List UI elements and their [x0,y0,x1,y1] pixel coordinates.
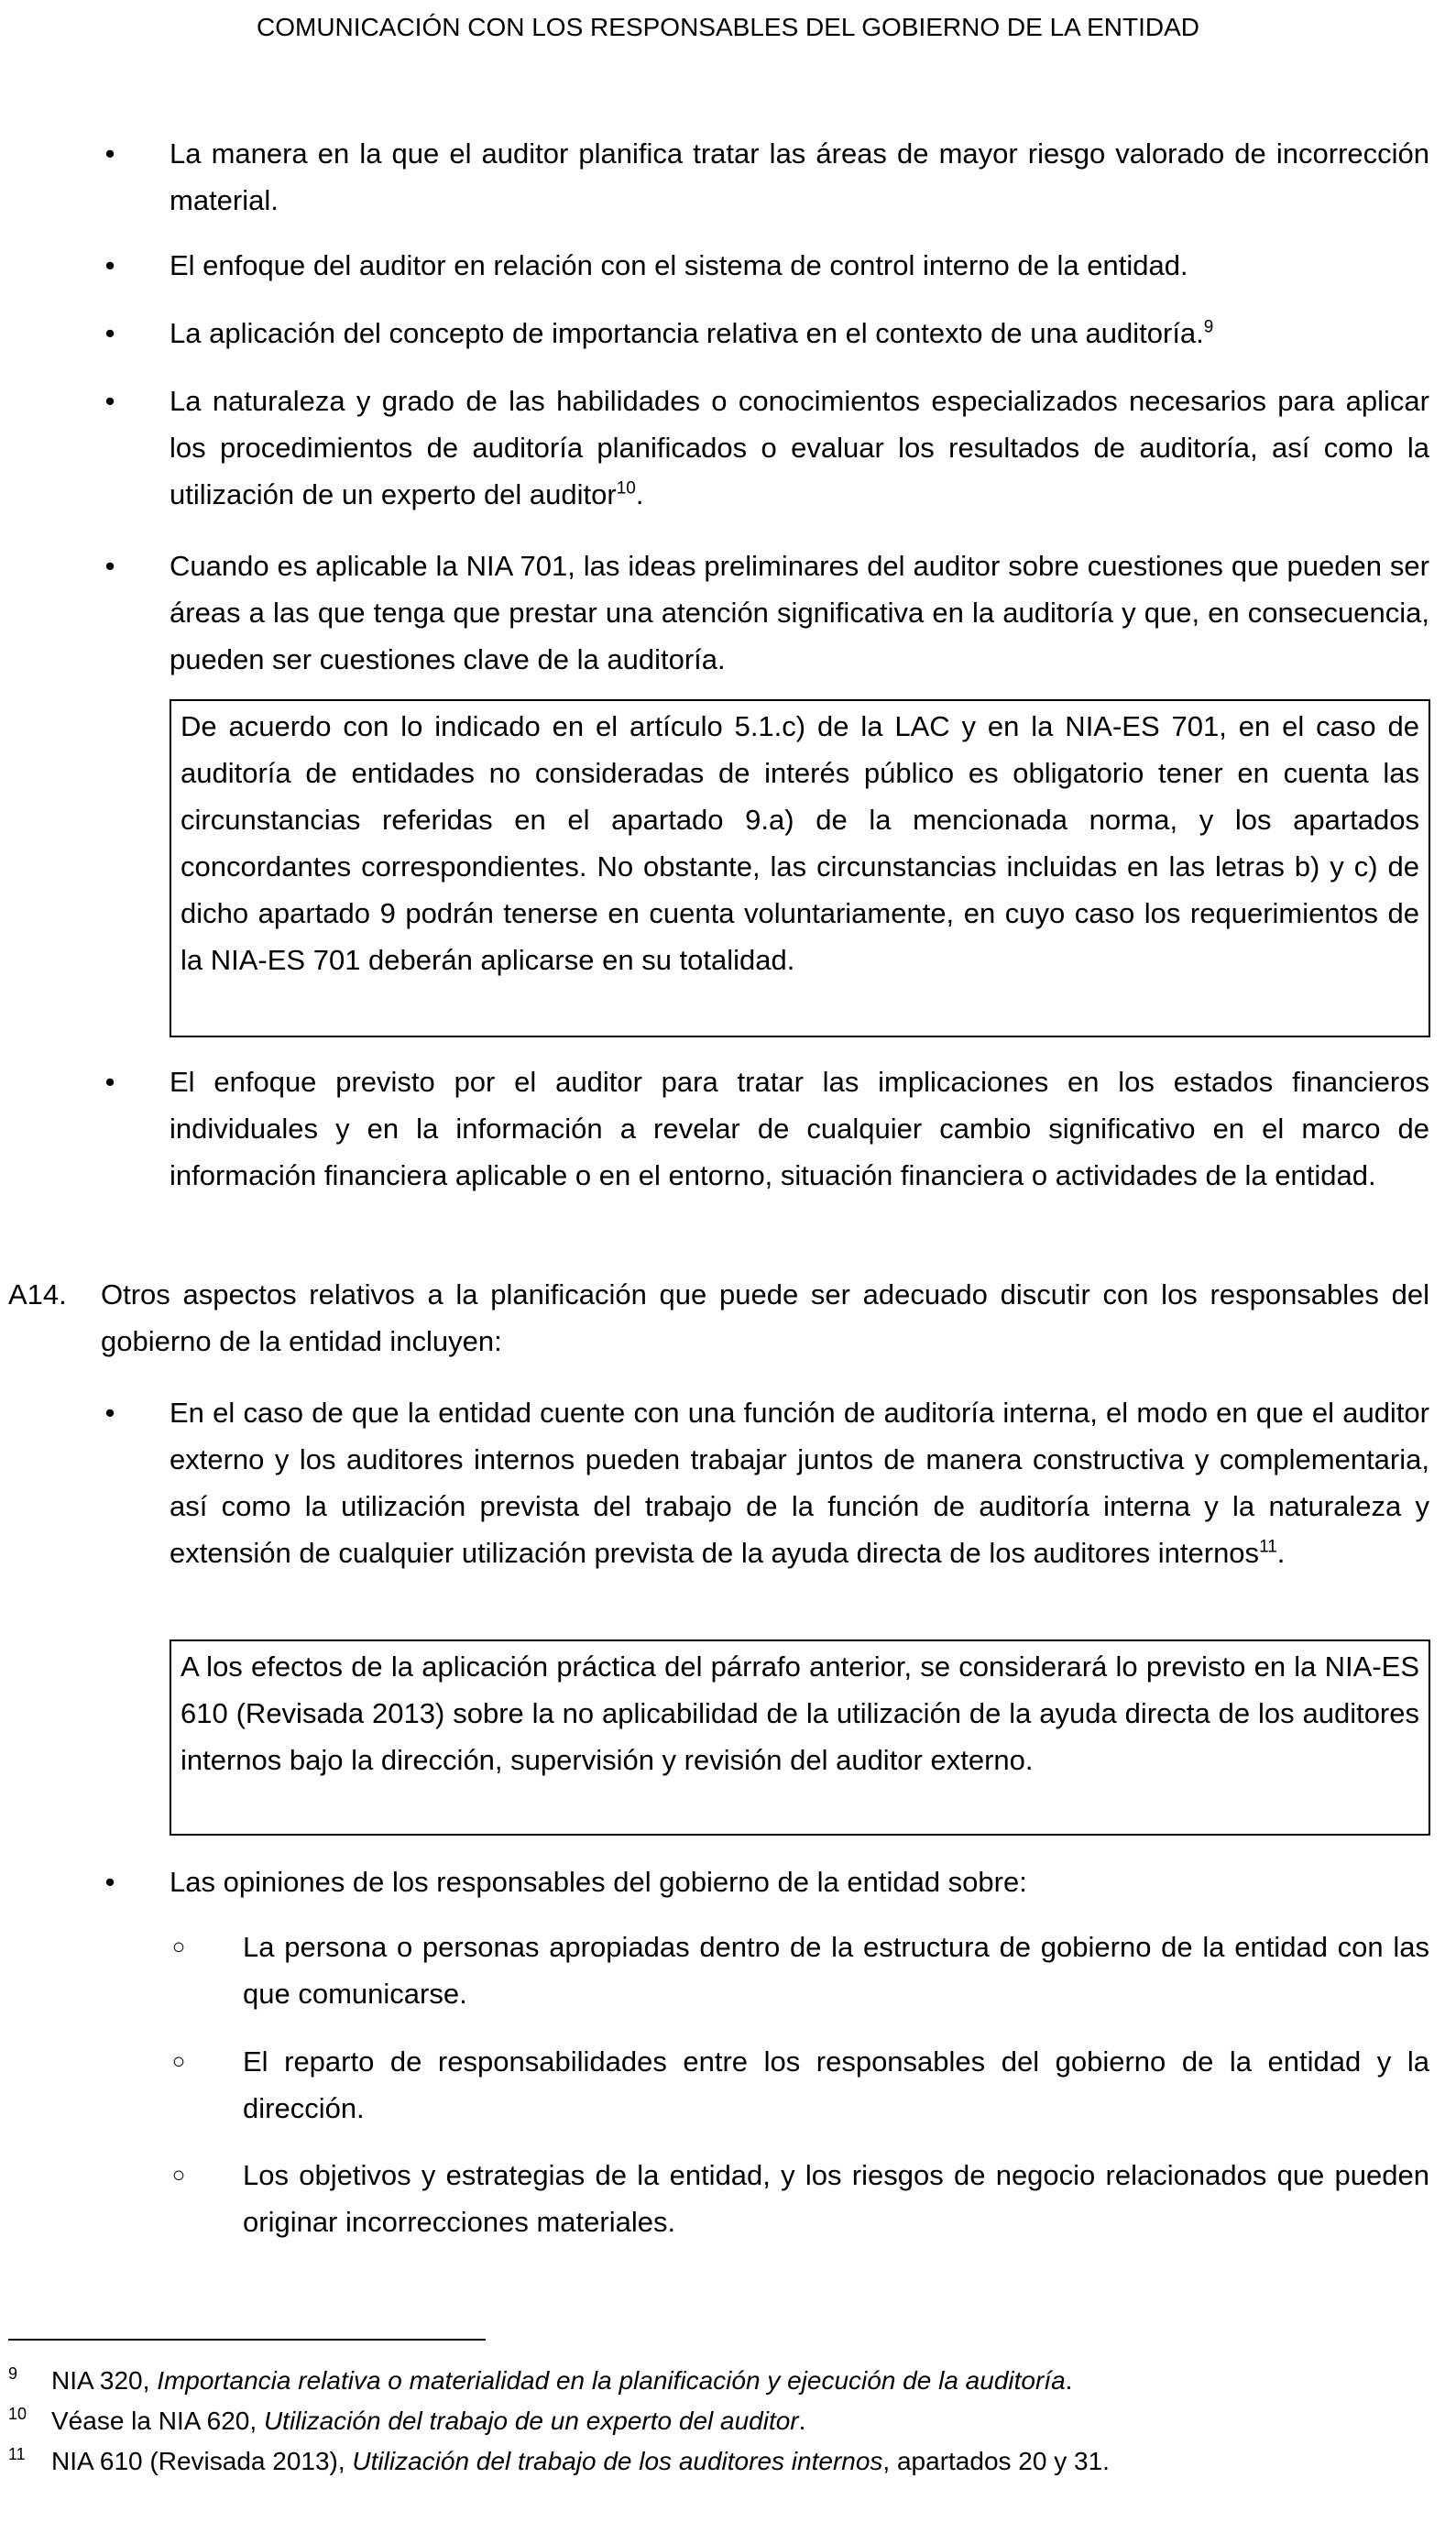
footnote [8,2401,806,2441]
sub-item-text: Los objetivos y estrategias de la entidad, y los riesgos de negocio relacionados que pueden originar incorrecciones materiales. [243,2159,1429,2238]
circle-bullet-icon: ○ [171,2049,186,2074]
list-item [104,543,1429,683]
item-text: El enfoque del auditor en relación con el sistema de control interno de la entidad. [170,249,1188,281]
bullet-icon: • [104,550,115,582]
item-text: La naturaleza y grado de las habilidades o conocimientos especializados necesarios para aplicar los procedimientos de auditoría planificados o evaluar los resultados de auditoría, así como la utilización de un experto del auditor [170,385,1429,510]
footnote-text-end: . [798,2407,806,2435]
footnote-title: Utilización del trabajo de un experto del auditor [263,2407,799,2435]
bullet-icon: • [104,317,115,349]
page-header: COMUNICACIÓN CON LOS RESPONSABLES DEL GOBIERNO DE LA ENTIDAD [257,13,1199,41]
bullet-icon: • [104,385,115,417]
item-text-end: . [1276,1537,1286,1569]
item-text: Las opiniones de los responsables del gobierno de la entidad sobre: [170,1866,1027,1898]
item-text: La aplicación del concepto de importancia relativa en el contexto de una auditoría. [170,317,1204,349]
footnote-ref[interactable]: 10 [616,478,636,499]
list-item [104,1859,1429,1905]
bullet-icon: • [104,1397,115,1429]
circle-bullet-icon: ○ [171,2163,186,2188]
footnote-title: Utilización del trabajo de los auditores internos [352,2447,883,2475]
sub-item-text: La persona o personas apropiadas dentro de la estructura de gobierno de la entidad con las que comunicarse. [243,1931,1429,2010]
footnote-text-end: . [1065,2366,1073,2395]
footnote-ref[interactable]: 9 [1203,317,1214,337]
bullet-icon: • [104,1866,115,1898]
sub-list-item [171,2152,1429,2245]
paragraph-a14 [8,1271,1429,1365]
footnote-number: 10 [8,2405,27,2423]
circle-bullet-icon: ○ [171,1935,186,1959]
list-item [104,378,1429,518]
item-text: En el caso de que la entidad cuente con una función de auditoría interna, el modo en que el auditor externo y los auditores internos pueden trabajar juntos de manera constructiva y complementaria, así como la utilización prevista del trabajo de la función de auditoría interna y la naturaleza y extensión de cualquier utilización prevista de la ayuda directa de los auditores internos [170,1397,1429,1569]
note-text: De acuerdo con lo indicado en el artículo 5.1.c) de la LAC y en la NIA-ES 701, en el caso de auditoría de entidades no consideradas de interés público es obligatorio tener en cuenta las circunstancias referidas en el apartado 9.a) de la mencionada norma, y los apartados concordantes correspondientes. No obstante, las circunstancias incluidas en las letras b) y c) de dicho apartado 9 podrán tenerse en cuenta voluntariamente, en cuyo caso los requerimientos de la NIA-ES 701 deberán aplicarse en su totalidad. [181,710,1419,976]
list-item [104,1389,1429,1576]
list-item [104,130,1429,224]
note-text: A los efectos de la aplicación práctica del párrafo anterior, se considerará lo previsto en la NIA-ES 610 (Revisada 2013) sobre la no aplicabilidad de la utilización de la ayuda directa de los auditores internos bajo la dirección, supervisión y revisión del auditor externo. [181,1650,1419,1776]
item-text: El enfoque previsto por el auditor para tratar las implicaciones en los estados financieros individuales y en la información a revelar de cualquier cambio significativo en el marco de información financiera aplicable o en el entorno, situación financiera o actividades de la entidad. [170,1066,1429,1191]
item-text: La manera en la que el auditor planifica tratar las áreas de mayor riesgo valorado de incorrección material. [170,137,1429,216]
footnote-ref[interactable]: 11 [1259,1537,1277,1557]
sub-list-item [171,1924,1429,2017]
footnote [8,2361,1073,2401]
footnote-text: NIA 610 (Revisada 2013), [51,2447,353,2475]
bullet-icon: • [104,249,115,281]
note-box [170,1639,1430,1836]
list-item [104,1058,1429,1199]
footnote-separator [8,2339,486,2341]
footnote [8,2441,1110,2482]
sub-item-text: El reparto de responsabilidades entre los responsables del gobierno de la entidad y la dirección. [243,2045,1429,2124]
note-box [170,699,1430,1037]
item-text-end: . [635,478,644,510]
bullet-icon: • [104,137,115,170]
footnote-title: Importancia relativa o materialidad en la planificación y ejecución de la auditoría [157,2366,1066,2395]
bullet-icon: • [104,1066,115,1098]
list-item [104,242,1429,289]
footnote-number: 9 [8,2364,18,2383]
footnote-text: Véase la NIA 620, [51,2407,264,2435]
paragraph-text: Otros aspectos relativos a la planificación que puede ser adecuado discutir con los responsables del gobierno de la entidad incluyen: [101,1278,1429,1357]
sub-list-item [171,2038,1429,2132]
paragraph-number: A14. [8,1278,67,1310]
list-item [104,310,1429,356]
footnote-text: NIA 320, [51,2366,158,2395]
footnote-number: 11 [8,2445,26,2463]
footnote-text-end: , apartados 20 y 31. [882,2447,1110,2475]
item-text: Cuando es aplicable la NIA 701, las ideas preliminares del auditor sobre cuestiones que pueden ser áreas a las que tenga que prestar una atención significativa en la auditoría y que, en consecuencia, pueden ser cuestiones clave de la auditoría. [170,550,1429,675]
